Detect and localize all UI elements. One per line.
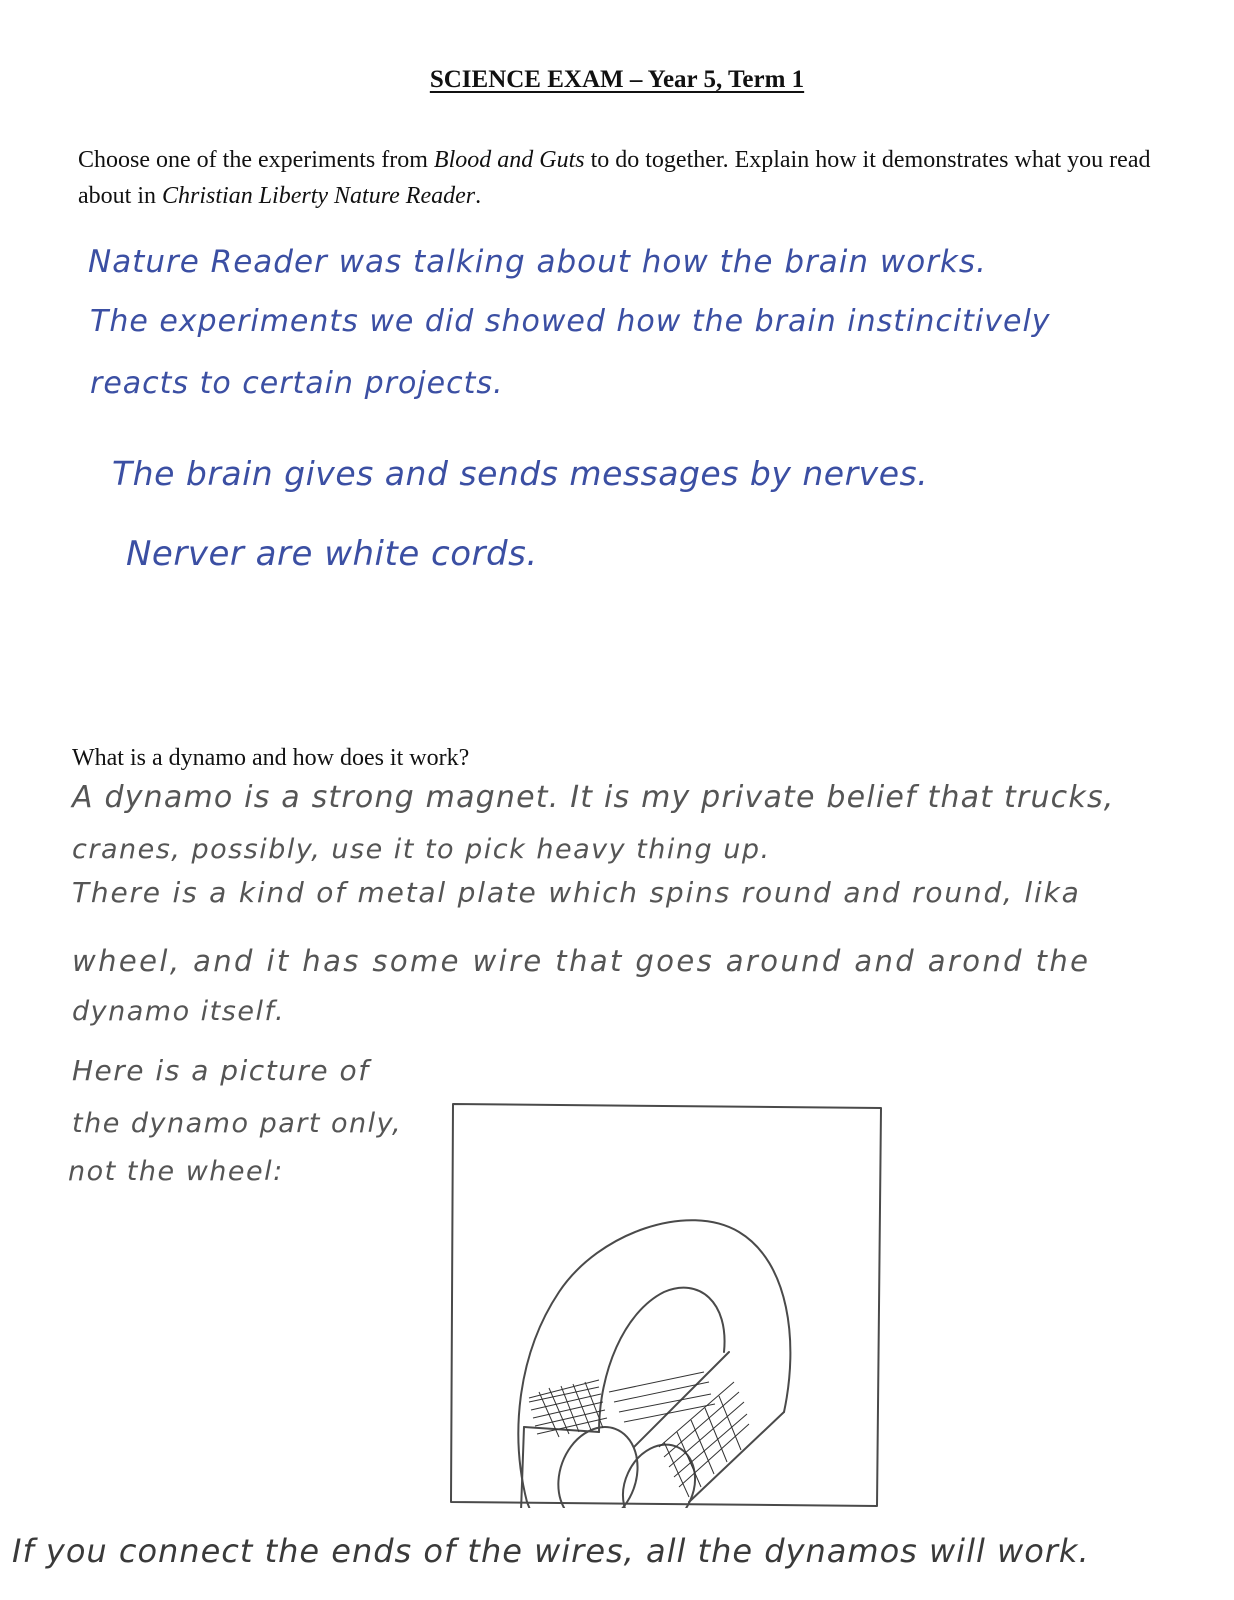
dynamo-sketch (449, 1102, 883, 1508)
answer-2-line-2: cranes, possibly, use it to pick heavy thing up. (72, 834, 771, 865)
horseshoe-magnet-drawing (449, 1102, 883, 1508)
q1-prompt-text-3: . (475, 183, 482, 209)
answer-2-line-8: not the wheel: (68, 1156, 284, 1187)
answer-1-line-1: Nature Reader was talking about how the brain works. (88, 244, 987, 280)
answer-2-line-3: There is a kind of metal plate which spins round and round, lika (72, 876, 1081, 909)
book-title-nature-reader: Christian Liberty Nature Reader (162, 183, 476, 209)
answer-1-line-5: Nerver are white cords. (126, 534, 538, 574)
book-title-blood-and-guts: Blood and Guts (433, 147, 585, 173)
answer-1-line-4: The brain gives and sends messages by nerves. (112, 454, 929, 493)
question-2-prompt: What is a dynamo and how does it work? (72, 745, 470, 771)
magnet-outer-arc (518, 1220, 790, 1502)
answer-1-line-2: The experiments we did showed how the brain instincitively (90, 304, 1051, 339)
answer-2-line-7: the dynamo part only, (72, 1108, 403, 1139)
question-1-prompt (78, 142, 1198, 214)
q1-prompt-text-1: Choose one of the experiments from (78, 147, 434, 173)
q1-prompt-text-2: to do together. Explain how it demonstrates what you read about in (78, 147, 1151, 209)
answer-2-line-5: dynamo itself. (72, 996, 286, 1027)
answer-1-line-3: reacts to certain projects. (90, 366, 504, 401)
answer-2-line-1: A dynamo is a strong magnet. It is my private belief that trucks, (72, 780, 1115, 815)
answer-2-line-9: If you connect the ends of the wires, all the dynamos will work. (12, 1532, 1090, 1570)
exam-title: SCIENCE EXAM – Year 5, Term 1 (429, 66, 805, 93)
wire-windings (529, 1372, 749, 1497)
answer-2-line-4: wheel, and it has some wire that goes around and arond the (72, 944, 1091, 978)
answer-2-line-6: Here is a picture of (72, 1054, 370, 1087)
